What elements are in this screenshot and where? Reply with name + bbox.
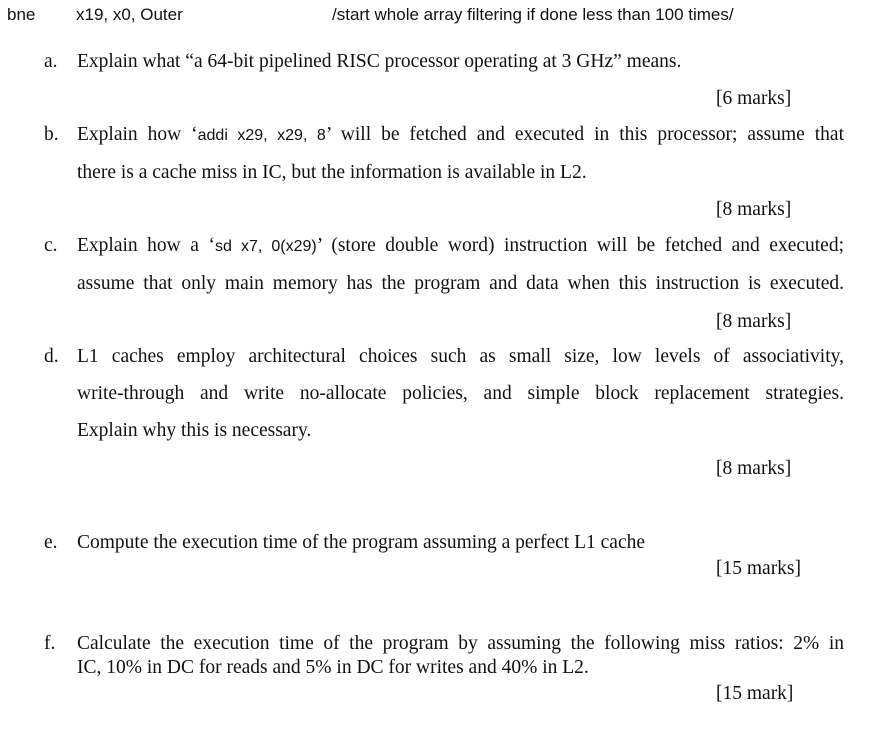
question-b-line-1 xyxy=(77,125,844,146)
question-e-marks: [15 marks] xyxy=(716,558,802,579)
question-b-post: ’ will be fetched and executed in this processor; assume that xyxy=(325,124,844,145)
question-f-marks: [15 mark] xyxy=(716,683,794,704)
question-b-letter: b. xyxy=(44,124,59,145)
question-c-line-2: assume that only main memory has the program and data when this instruction is executed. xyxy=(77,273,844,294)
question-c-marks: [8 marks] xyxy=(716,311,792,332)
code-operands: x19, x0, Outer xyxy=(76,5,183,24)
question-c-code: sd x7, 0(x29) xyxy=(214,238,317,255)
question-c-letter: c. xyxy=(44,235,58,256)
question-c-post: ’ (store double word) instruction will be fetched and executed; xyxy=(316,235,844,256)
question-a-text: Explain what “a 64-bit pipelined RISC processor operating at 3 GHz” means. xyxy=(77,51,682,72)
code-comment: /start whole array filtering if done less than 100 times/ xyxy=(332,5,734,24)
question-b-code: addi x29, x29, 8 xyxy=(197,127,326,144)
question-f-line-1: Calculate the execution time of the program by assuming the following miss ratios: 2% in xyxy=(77,633,844,654)
question-e-text: Compute the execution time of the program assuming a perfect L1 cache xyxy=(77,532,646,553)
question-c-line-1 xyxy=(77,236,844,257)
question-b-pre: Explain how ‘ xyxy=(77,124,198,145)
question-d-letter: d. xyxy=(44,346,59,367)
question-d-line-3: Explain why this is necessary. xyxy=(77,420,312,441)
question-a-letter: a. xyxy=(44,51,58,72)
question-d-marks: [8 marks] xyxy=(716,458,792,479)
code-opcode: bne xyxy=(7,5,36,24)
question-b-marks: [8 marks] xyxy=(716,199,792,220)
question-b-line-2: there is a cache miss in IC, but the information is available in L2. xyxy=(77,162,587,183)
question-c-pre: Explain how a ‘ xyxy=(77,235,215,256)
question-f-letter: f. xyxy=(44,633,56,654)
question-d-line-1: L1 caches employ architectural choices such as small size, low levels of associativity, xyxy=(77,346,844,367)
question-a-marks: [6 marks] xyxy=(716,88,792,109)
question-e-letter: e. xyxy=(44,532,58,553)
question-f-line-2: IC, 10% in DC for reads and 5% in DC for writes and 40% in L2. xyxy=(77,657,589,678)
question-d-line-2: write-through and write no-allocate policies, and simple block replacement strategies. xyxy=(77,383,844,404)
